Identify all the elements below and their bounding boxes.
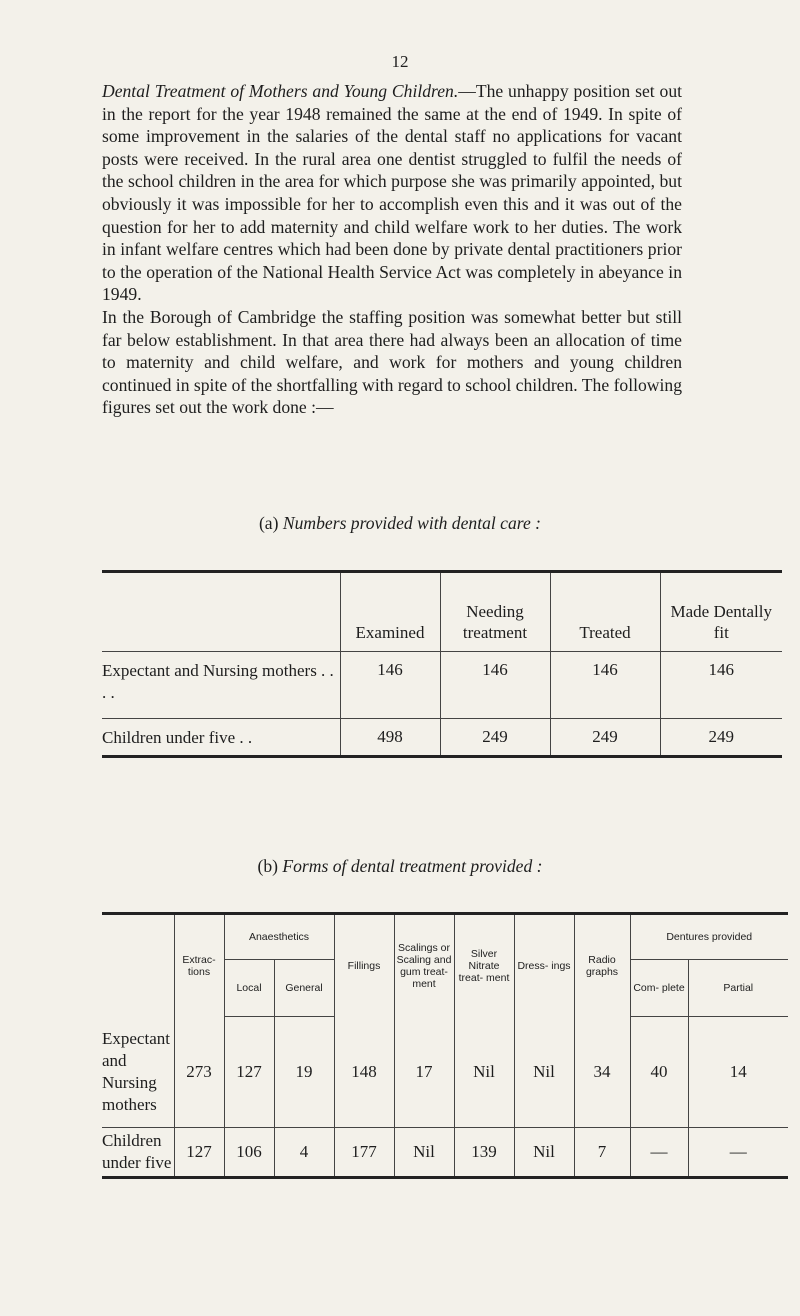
cell: 249 bbox=[440, 719, 550, 757]
cell: 19 bbox=[274, 1017, 334, 1128]
cell: 7 bbox=[574, 1128, 630, 1178]
cell: — bbox=[688, 1128, 788, 1178]
table-row bbox=[102, 719, 782, 757]
paragraph-1-text: The unhappy position set out in the report for the year 1948 remained the same at the end of 1949. In spite of some improvement in the salaries of the dental staff no applications for vacant posts were received. In the rural area one dentist struggled to fulfil the needs of the school children in the area for which purpose she was primarily appointed, but obviously it was impossible for her to accomplish even this and it was out of the question for her to add maternity and child welfare work to her duties. The work in infant welfare centres which had been done by private dental practitioners prior to the operation of the National Health Service Act was completely in abeyance in 1949. bbox=[102, 81, 683, 305]
caption-b-title: Forms of dental treatment provided : bbox=[282, 856, 543, 876]
cell: 146 bbox=[440, 652, 550, 719]
paragraph-1: Dental Treatment of Mothers and Young Children.—The unhappy position set out in the report for the year 1948 remained the same at the end of 1949. In spite of some improvement in the salaries of the dental staff no applications for vacant posts were received. In the rural area one dentist struggled to fulfil the needs of the school children in the area for which purpose she was primarily appointed, but obviously it was impossible for her to accomplish even this and it was out of the question for her to add maternity and child welfare work to her duties. The work in infant welfare centres which had been done by private dental practitioners prior to the operation of the National Health Service Act was completely in abeyance in 1949. bbox=[102, 81, 683, 305]
section-heading: Dental Treatment of Mothers and Young Children. bbox=[102, 81, 459, 101]
cell: 249 bbox=[550, 719, 660, 757]
table-row bbox=[102, 652, 782, 719]
cell: 177 bbox=[334, 1128, 394, 1178]
table-b-header-row-1 bbox=[102, 914, 788, 960]
table-b-header-anaesthetics: Anaesthetics bbox=[224, 914, 334, 960]
cell: — bbox=[630, 1128, 688, 1178]
caption-b-prefix: (b) bbox=[257, 856, 278, 876]
cell: 40 bbox=[630, 1017, 688, 1128]
cell: 146 bbox=[340, 652, 440, 719]
table-a-header-examined: Examined bbox=[340, 572, 440, 652]
row-label: Expectant and Nursing mothers bbox=[102, 1017, 174, 1128]
cell: 148 bbox=[334, 1017, 394, 1128]
caption-a-prefix: (a) bbox=[258, 513, 279, 533]
table-b-header-dentures: Dentures provided bbox=[630, 914, 788, 960]
cell: 139 bbox=[454, 1128, 514, 1178]
cell: 14 bbox=[688, 1017, 788, 1128]
cell: 4 bbox=[274, 1128, 334, 1178]
cell: Nil bbox=[454, 1017, 514, 1128]
caption-a-title: Numbers provided with dental care : bbox=[282, 513, 542, 533]
body-text bbox=[102, 80, 682, 419]
table-a-header-needing: Needing treatment bbox=[440, 572, 550, 652]
cell: 146 bbox=[660, 652, 782, 719]
table-a-header-treated: Treated bbox=[550, 572, 660, 652]
cell: 17 bbox=[394, 1017, 454, 1128]
table-a-header-blank bbox=[102, 572, 340, 652]
table-b-header-scalings: Scalings or Scaling and gum treat- ment bbox=[394, 914, 454, 1017]
table-b-header-radiographs: Radio graphs bbox=[574, 914, 630, 1017]
table-b-header-silver-nitrate: Silver Nitrate treat- ment bbox=[454, 914, 514, 1017]
cell: 127 bbox=[224, 1017, 274, 1128]
cell: 249 bbox=[660, 719, 782, 757]
table-b-header-general: General bbox=[274, 960, 334, 1017]
page-number: 12 bbox=[391, 52, 409, 71]
cell: 146 bbox=[550, 652, 660, 719]
table-b-header-fillings: Fillings bbox=[334, 914, 394, 1017]
table-forms-of-treatment bbox=[102, 912, 788, 1179]
table-row bbox=[102, 1017, 788, 1128]
cell: 273 bbox=[174, 1017, 224, 1128]
table-b-header-dressings: Dress- ings bbox=[514, 914, 574, 1017]
table-b-header-blank bbox=[102, 914, 174, 1017]
row-label: Children under five . . bbox=[102, 728, 253, 747]
table-b-header-extractions: Extrac- tions bbox=[174, 914, 224, 1017]
table-b-header-partial: Partial bbox=[688, 960, 788, 1017]
cell: 106 bbox=[224, 1128, 274, 1178]
cell: 34 bbox=[574, 1017, 630, 1128]
caption-a bbox=[0, 513, 800, 534]
table-numbers-provided bbox=[102, 570, 782, 758]
cell: Nil bbox=[514, 1017, 574, 1128]
cell: 498 bbox=[340, 719, 440, 757]
cell: Nil bbox=[514, 1128, 574, 1178]
row-label: Children under five bbox=[102, 1131, 172, 1172]
row-label: Expectant and Nursing mothers . . . . bbox=[102, 652, 340, 719]
table-row bbox=[102, 1128, 788, 1178]
cell: Nil bbox=[394, 1128, 454, 1178]
table-b-header-local: Local bbox=[224, 960, 274, 1017]
paragraph-2: In the Borough of Cambridge the staffing position was somewhat better but still far below establishment. In that area there had always been an allocation of time to maternity and child welfare, and work for mothers and young children continued in spite of the shortfalling with regard to school children. The following figures set out the work done :— bbox=[102, 306, 682, 418]
table-b-header-complete: Com- plete bbox=[630, 960, 688, 1017]
cell: 127 bbox=[174, 1128, 224, 1178]
table-a-header-row bbox=[102, 572, 782, 652]
caption-b bbox=[0, 856, 800, 877]
table-a-header-dentally-fit: Made Dentally fit bbox=[660, 572, 782, 652]
